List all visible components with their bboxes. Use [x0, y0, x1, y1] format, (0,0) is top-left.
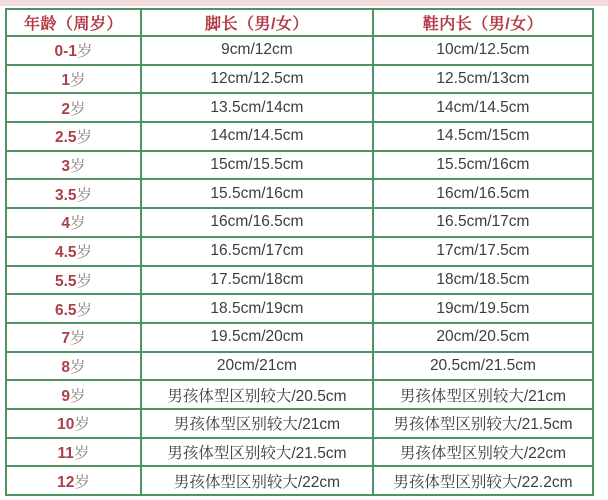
table-row: [6, 438, 593, 467]
foot-length-cell: 19.5cm/20cm: [141, 323, 373, 352]
age-cell: [6, 122, 141, 151]
shoe-inner-length-cell: 12.5cm/13cm: [373, 65, 593, 94]
age-number: 1: [61, 72, 71, 90]
table-row: [6, 294, 593, 323]
age-cell: [6, 151, 141, 180]
foot-length-cell: 16.5cm/17cm: [141, 237, 373, 266]
size-table-body: [6, 36, 593, 495]
age-cell: [6, 65, 141, 94]
age-number: 0-1: [54, 43, 77, 61]
table-row: [6, 151, 593, 180]
shoe-inner-length-cell: 男孩体型区别较大/21.5cm: [373, 409, 593, 438]
table-row: [6, 352, 593, 381]
age-number: 8: [61, 358, 71, 376]
age-number: 2: [61, 100, 71, 118]
age-number: 3: [61, 158, 71, 176]
age-number: 6.5: [54, 301, 77, 319]
shoe-inner-length-cell: 17cm/17.5cm: [373, 237, 593, 266]
age-cell: [6, 237, 141, 266]
table-row: [6, 466, 593, 495]
age-number: 11: [57, 444, 74, 462]
table-row: [6, 380, 593, 409]
table-row: [6, 266, 593, 295]
foot-length-cell: 13.5cm/14cm: [141, 93, 373, 122]
table-row: [6, 409, 593, 438]
age-suffix: 岁: [70, 330, 86, 348]
shoe-inner-length-cell: 15.5cm/16cm: [373, 151, 593, 180]
table-row: [6, 323, 593, 352]
foot-length-cell: 男孩体型区别较大/20.5cm: [141, 380, 373, 409]
foot-length-cell: 18.5cm/19cm: [141, 294, 373, 323]
age-suffix: 岁: [70, 72, 86, 90]
table-row: [6, 36, 593, 65]
age-cell: [6, 409, 141, 438]
age-cell: [6, 179, 141, 208]
shoe-inner-length-cell: 18cm/18.5cm: [373, 266, 593, 295]
age-cell: [6, 323, 141, 352]
age-number: 7: [61, 330, 71, 348]
age-cell: [6, 352, 141, 381]
foot-length-cell: 15.5cm/16cm: [141, 179, 373, 208]
age-number: 12: [57, 473, 75, 491]
age-suffix: 岁: [76, 43, 93, 61]
age-cell: [6, 380, 141, 409]
shoe-inner-length-cell: 20cm/20.5cm: [373, 323, 593, 352]
age-cell: [6, 208, 141, 237]
age-cell: [6, 36, 141, 65]
shoe-inner-length-cell: 20.5cm/21.5cm: [373, 352, 593, 381]
age-suffix: 岁: [76, 186, 93, 204]
age-cell: [6, 93, 141, 122]
age-suffix: 岁: [76, 272, 93, 290]
foot-length-cell: 男孩体型区别较大/22cm: [141, 466, 373, 495]
shoe-inner-length-cell: 男孩体型区别较大/21cm: [373, 380, 593, 409]
shoe-size-table: [5, 8, 594, 496]
table-row: [6, 65, 593, 94]
age-number: 9: [61, 387, 71, 405]
age-cell: [6, 438, 141, 467]
age-suffix: 岁: [76, 129, 93, 147]
table-header: [6, 9, 593, 36]
age-number: 3.5: [54, 186, 77, 204]
foot-length-cell: 16cm/16.5cm: [141, 208, 373, 237]
age-number: 4.5: [54, 244, 77, 262]
age-suffix: 岁: [70, 215, 86, 233]
shoe-inner-length-cell: 14.5cm/15cm: [373, 122, 593, 151]
foot-length-cell: 男孩体型区别较大/21.5cm: [141, 438, 373, 467]
foot-length-cell: 9cm/12cm: [141, 36, 373, 65]
foot-length-cell: 男孩体型区别较大/21cm: [141, 409, 373, 438]
age-number: 2.5: [54, 129, 77, 147]
age-cell: [6, 466, 141, 495]
foot-length-cell: 20cm/21cm: [141, 352, 373, 381]
table-row: [6, 237, 593, 266]
age-suffix: 岁: [70, 387, 86, 405]
age-number: 10: [57, 416, 75, 434]
age-suffix: 岁: [70, 358, 86, 376]
shoe-inner-length-cell: 男孩体型区别较大/22.2cm: [373, 466, 593, 495]
shoe-inner-length-cell: 16.5cm/17cm: [373, 208, 593, 237]
age-number: 5.5: [54, 272, 77, 290]
header-row: [6, 9, 593, 36]
header-shoe-inner-length: 鞋内长（男/女）: [373, 9, 593, 36]
shoe-inner-length-cell: 14cm/14.5cm: [373, 93, 593, 122]
age-suffix: 岁: [74, 473, 90, 491]
age-cell: [6, 294, 141, 323]
shoe-inner-length-cell: 19cm/19.5cm: [373, 294, 593, 323]
table-row: [6, 122, 593, 151]
foot-length-cell: 14cm/14.5cm: [141, 122, 373, 151]
header-age: 年龄（周岁）: [6, 9, 141, 36]
shoe-inner-length-cell: 10cm/12.5cm: [373, 36, 593, 65]
header-foot-length: 脚长（男/女）: [141, 9, 373, 36]
table-row: [6, 208, 593, 237]
age-suffix: 岁: [70, 158, 86, 176]
age-number: 4: [61, 215, 71, 233]
foot-length-cell: 15cm/15.5cm: [141, 151, 373, 180]
shoe-inner-length-cell: 16cm/16.5cm: [373, 179, 593, 208]
age-cell: [6, 266, 141, 295]
table-row: [6, 179, 593, 208]
top-edge-strip: [0, 0, 608, 6]
age-suffix: 岁: [73, 444, 90, 462]
shoe-inner-length-cell: 男孩体型区别较大/22cm: [373, 438, 593, 467]
age-suffix: 岁: [76, 301, 93, 319]
foot-length-cell: 17.5cm/18cm: [141, 266, 373, 295]
age-suffix: 岁: [70, 100, 86, 118]
age-suffix: 岁: [74, 416, 90, 434]
table-row: [6, 93, 593, 122]
foot-length-cell: 12cm/12.5cm: [141, 65, 373, 94]
age-suffix: 岁: [76, 244, 93, 262]
